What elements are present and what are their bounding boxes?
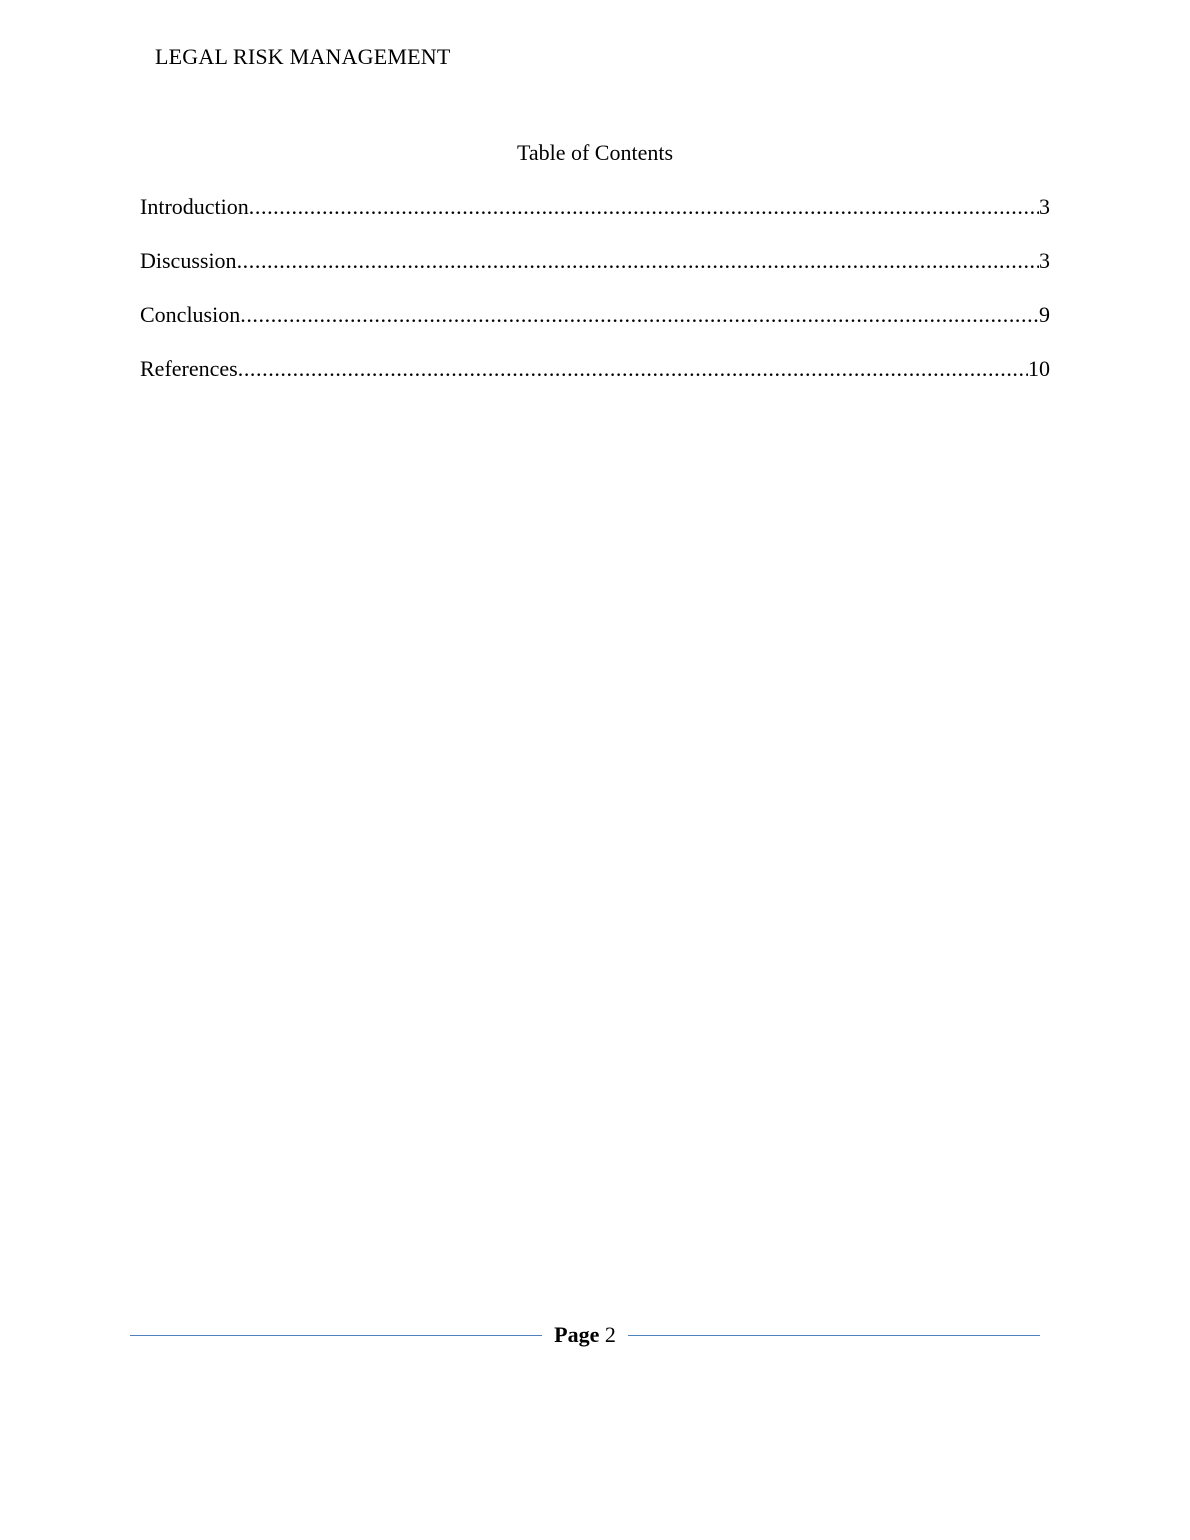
toc-dot-leader (238, 356, 1028, 382)
toc-entry-label: References (140, 356, 238, 381)
toc-dot-leader (240, 302, 1039, 328)
toc-dot-leader (237, 248, 1039, 274)
footer-rule-left (130, 1335, 542, 1336)
toc-list (140, 194, 1050, 410)
page-number-label (542, 1322, 628, 1348)
toc-entry-page: 3 (1039, 194, 1050, 219)
page-word: Page (554, 1322, 600, 1347)
page-number: 2 (604, 1322, 616, 1347)
toc-dot-leader (249, 194, 1039, 220)
toc-entry-page: 9 (1039, 302, 1050, 327)
toc-entry-label: Introduction (140, 194, 249, 219)
toc-entry-introduction[interactable] (140, 194, 1050, 248)
toc-entry-references[interactable] (140, 356, 1050, 410)
toc-entry-discussion[interactable] (140, 248, 1050, 302)
toc-entry-page: 10 (1028, 356, 1050, 381)
toc-title: Table of Contents (516, 140, 674, 165)
footer-rule-right (628, 1335, 1040, 1336)
toc-entry-label: Conclusion (140, 302, 241, 327)
page-footer (130, 1320, 1040, 1350)
running-head: LEGAL RISK MANAGEMENT (155, 44, 451, 69)
toc-entry-conclusion[interactable] (140, 302, 1050, 356)
toc-entry-label: Discussion (140, 248, 237, 273)
toc-entry-page: 3 (1039, 248, 1050, 273)
